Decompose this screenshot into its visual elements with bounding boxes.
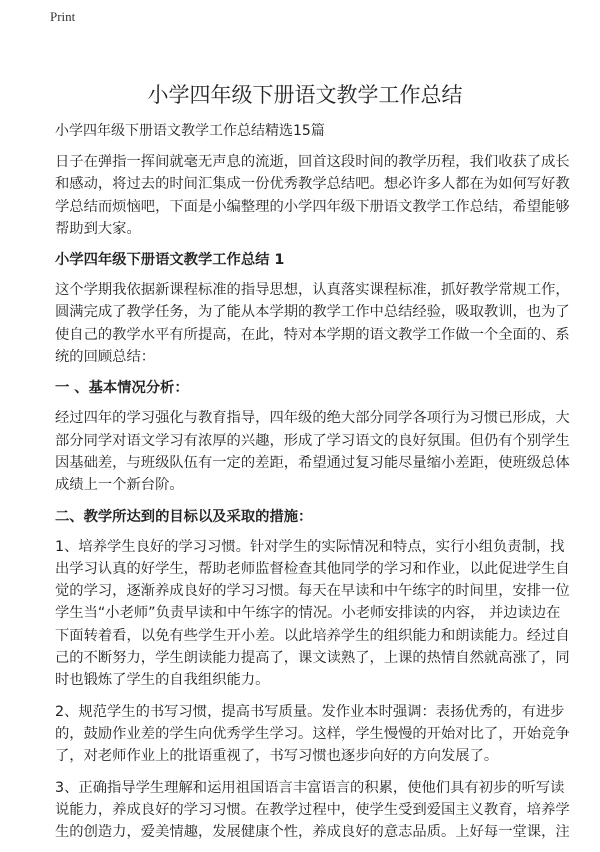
text-line: 时也锻炼了学生的自我组织能力。 [55, 672, 270, 689]
basic-analysis-paragraph [55, 407, 570, 496]
text-line: 圆满完成了教学任务，为了能从本学期的教学工作中总结经验，吸取教训，也为了 [55, 304, 570, 321]
text-line: 生的创造力，爱美情趣，发展健康个性，养成良好的意志品质。上好每一堂课，注 [55, 824, 570, 841]
text-line: 学总结而烦恼吧，下面是小编整理的小学四年级下册语文教学工作总结，希望能够 [55, 198, 570, 215]
heading-goals-measures: 二、教学所达到的目标以及采取的措施： [55, 508, 313, 525]
text-line: 统的回顾总结： [55, 349, 156, 366]
goal-1-paragraph [55, 536, 570, 692]
text-line: 因基础差，与班级队伍有一定的差距，希望通过复习能尽量缩小差距，使班级总体 [55, 454, 570, 471]
text-line: 出学习认真的好学生，帮助老师监督检查其他同学的学习和作业，以此促进学生自 [55, 560, 570, 577]
text-line: 使自己的教学水平有所提高，在此，特对本学期的语文教学工作做一个全面的、系 [55, 326, 570, 343]
text-line: 觉的学习，逐渐养成良好的学习习惯。每天在早读和中午练字的时间里，安排一位 [55, 583, 570, 600]
section-heading-1: 小学四年级下册语文教学工作总结 1 [55, 252, 285, 269]
intro-paragraph [55, 151, 570, 240]
text-line: 学生当“小老师”负责早读和中午练字的情况。小老师安排读的内容， 并边读边在 [55, 605, 561, 622]
section1-paragraph [55, 279, 570, 368]
goal-3-paragraph [55, 777, 570, 844]
text-line: 1、培养学生良好的学习习惯。针对学生的实际情况和特点，实行小组负责制，找 [55, 538, 565, 555]
text-line: 帮助到大家。 [55, 220, 141, 237]
text-line: 说能力，养成良好的学习习惯。在教学过程中，使学生受到爱国主义教育，培养学 [55, 801, 570, 818]
text-line: 部分同学对语文学习有浓厚的兴趣，形成了学习语文的良好氛围。但仍有个别学生 [55, 432, 570, 449]
document-body [55, 80, 570, 852]
text-line: 经过四年的学习强化与教育指导，四年级的绝大部分同学各项行为习惯已形成，大 [55, 410, 570, 427]
text-line: 了，对老师作业上的批语重视了，书写习惯也逐步向好的方向发展了。 [55, 748, 499, 765]
heading-basic-analysis: 一 、基本情况分析： [55, 380, 189, 397]
text-line: 3、正确指导学生理解和运用祖国语言丰富语言的积累，使他们具有初步的听写读 [55, 779, 565, 796]
text-line: 成绩上一个新台阶。 [55, 477, 184, 494]
goal-2-paragraph [55, 701, 570, 768]
text-line: 2、规范学生的书写习惯，提高书写质量。发作业本时强调：表扬优秀的，有进步 [55, 703, 565, 720]
text-line: 日子在弹指一挥间就毫无声息的流逝，回首这段时间的教学历程，我们收获了成长 [55, 154, 570, 170]
text-line: 的，鼓励作业差的学生向优秀学生学习。这样，学生慢慢的开始对比了，开始竞争 [55, 725, 570, 742]
text-line: 这个学期我依据新课程标准的指导思想，认真落实课程标准，抓好教学常规工作， [55, 282, 570, 299]
document-title: 小学四年级下册语文教学工作总结 [147, 83, 463, 107]
print-link[interactable]: Print [50, 9, 76, 24]
text-line: 下面转着看，以免有些学生开小差。以此培养学生的组织能力和朗读能力。经过自 [55, 627, 570, 644]
text-line: 和感动，将过去的时间汇集成一份优秀教学总结吧。想必许多人都在为如何写好教 [55, 176, 570, 193]
document-subtitle: 小学四年级下册语文教学工作总结精选15篇 [55, 123, 325, 139]
text-line: 己的不断努力，学生朗读能力提高了，课文读熟了，上课的热情自然就高涨了，同 [55, 650, 570, 667]
